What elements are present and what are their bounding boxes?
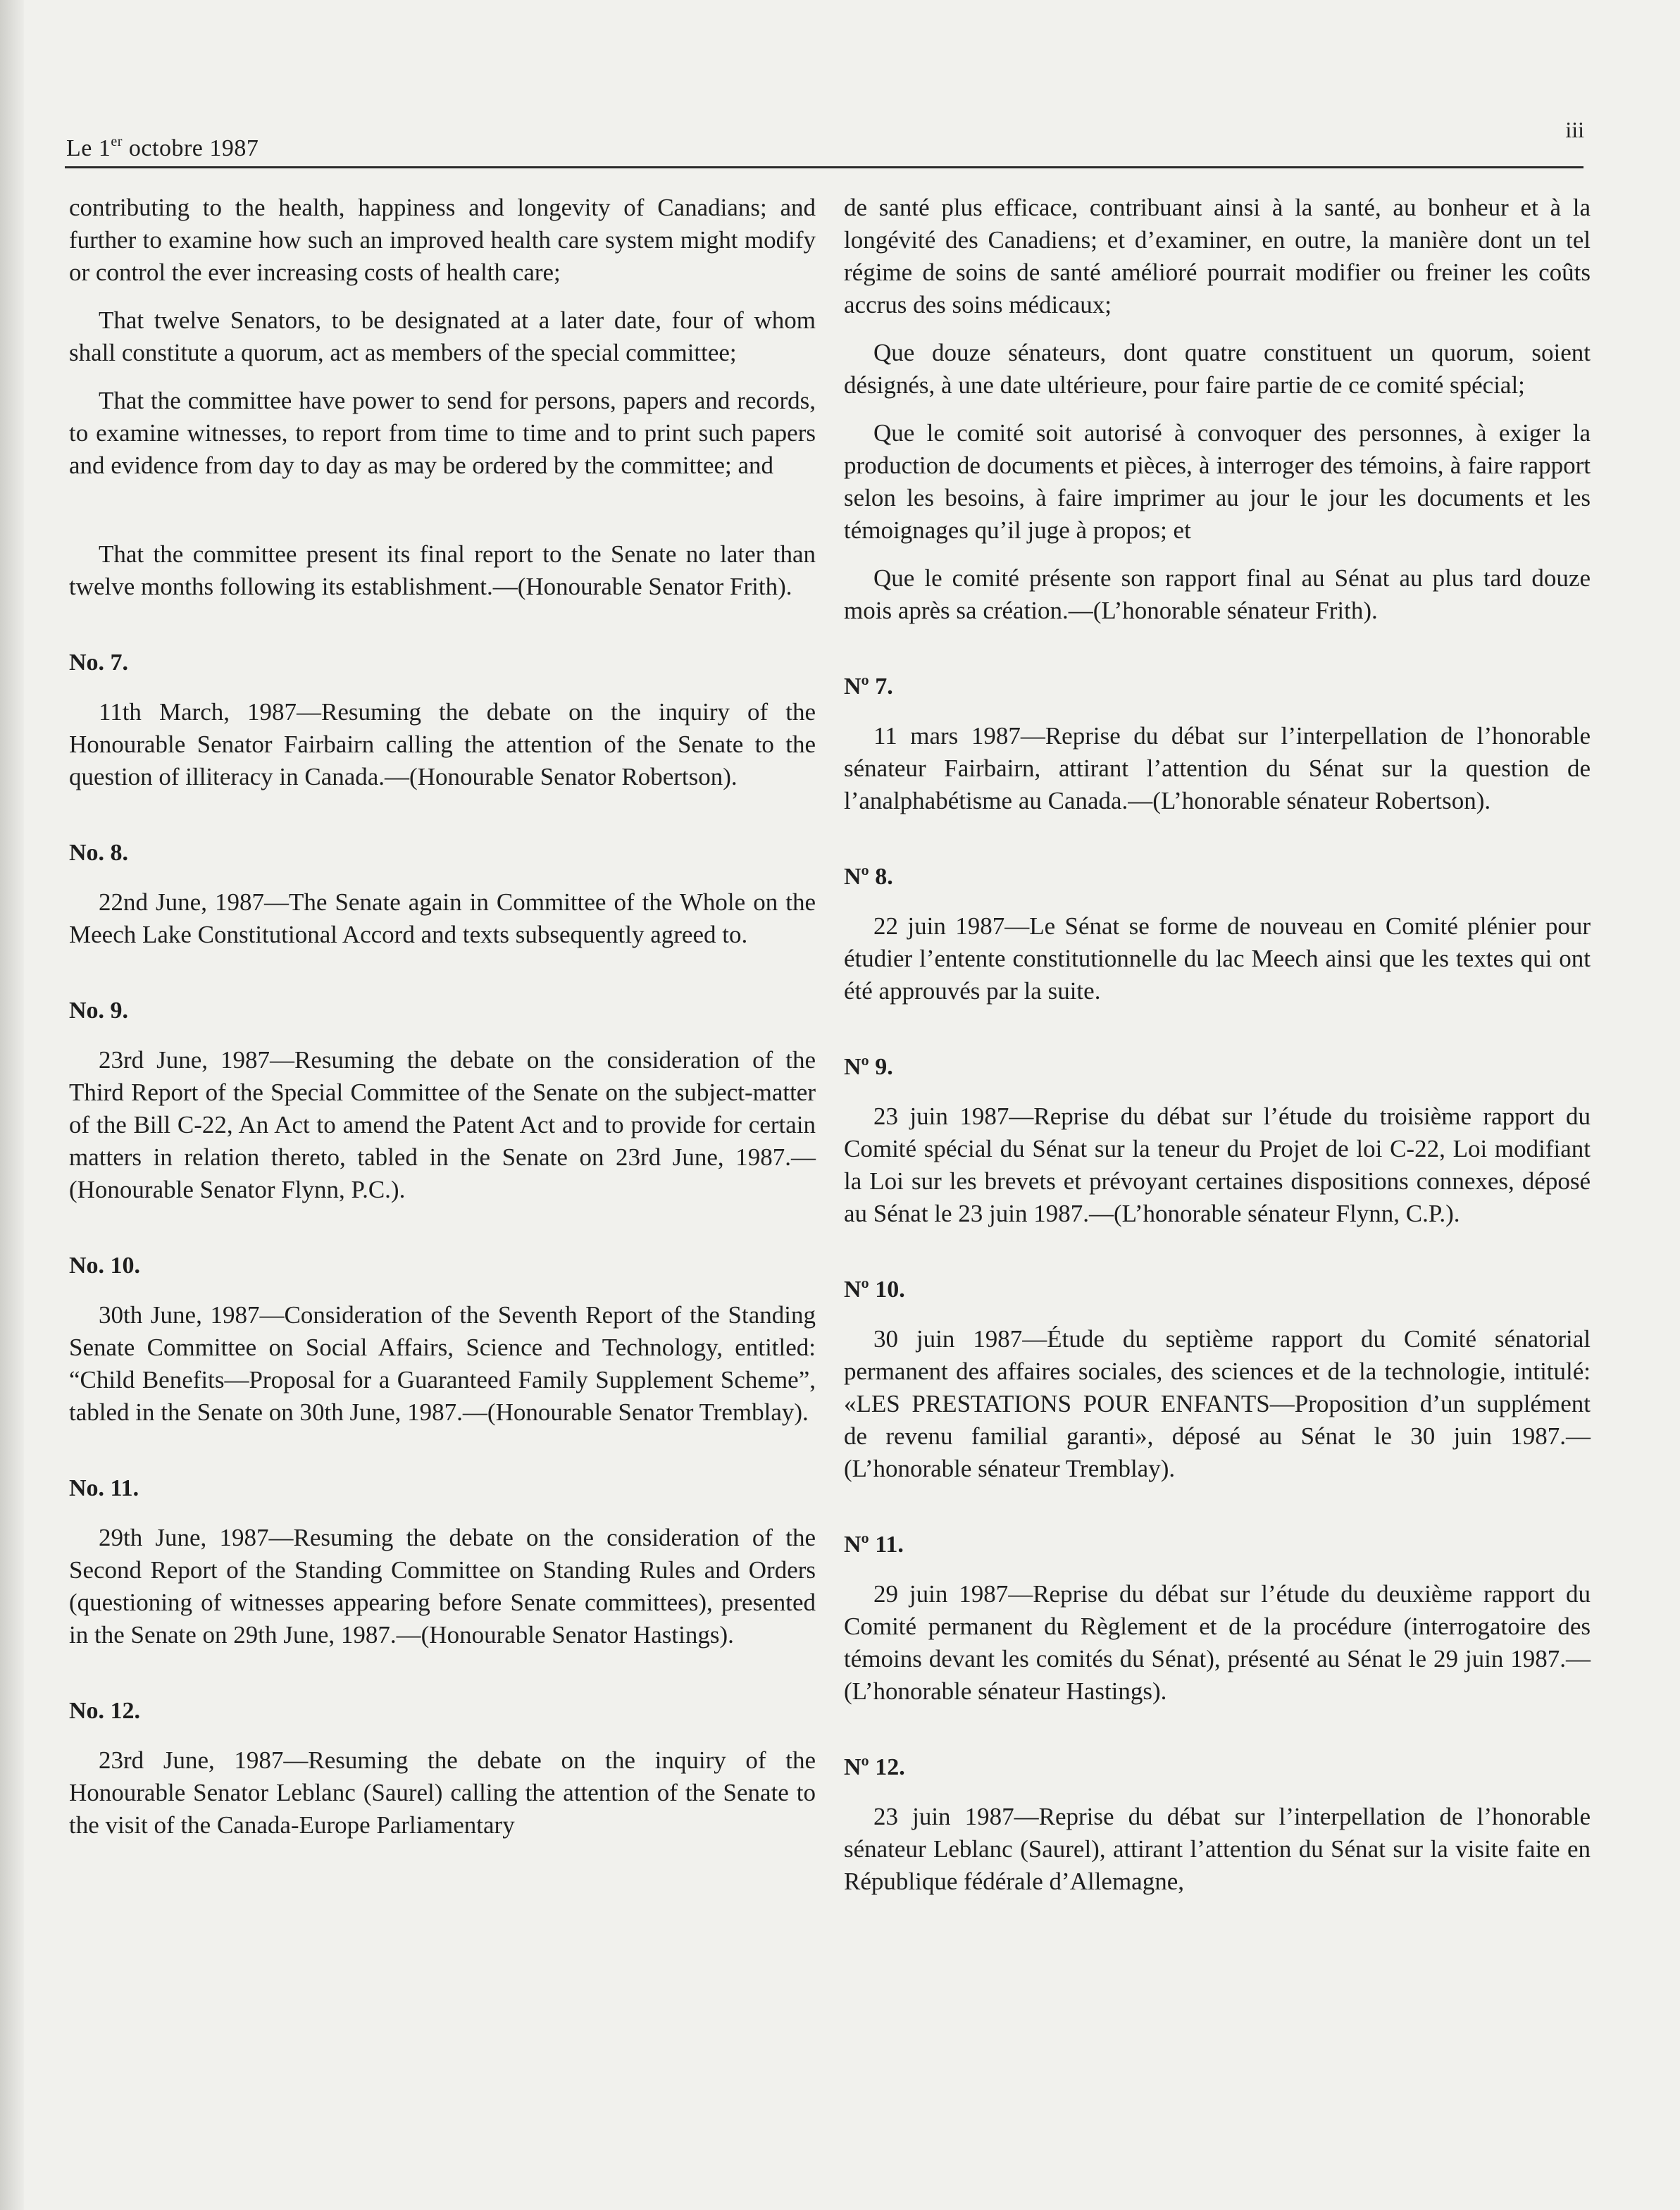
en-item-text: 23rd June, 1987—Resuming the debate on the inquiry of the Honourable Senator Leblanc (Saurel) calling the attention of the Senate to the visit of the Canada-Europe Parliamentary bbox=[69, 1746, 816, 1839]
fr-item-heading: Nº 10. bbox=[844, 1277, 905, 1303]
fr-item-8 bbox=[844, 861, 1591, 1007]
fr-item-text: 22 juin 1987—Le Sénat se forme de nouveau en Comité plénier pour étudier l’entente constitutionnelle du lac Meech ainsi que les textes qui ont été approuvés par la suite. bbox=[844, 912, 1591, 1005]
en-intro-paragraph-1: contributing to the health, happiness and longevity of Canadians; and further to examine how such an improved health care system might modify or control the ever increasing costs of health care; bbox=[69, 194, 816, 286]
page-date-header bbox=[66, 134, 259, 162]
fr-item-text: 30 juin 1987—Étude du septième rapport du Comité sénatorial permanent des affaires sociales, des sciences et de la technologie, intitulé: «LES PRESTATIONS POUR ENFANTS—Proposition d’un supplément de revenu familial garanti», déposé au Sénat le 30 juin 1987.—(L’honorable sénateur Tremblay). bbox=[844, 1325, 1591, 1482]
fr-item-text: 23 juin 1987—Reprise du débat sur l’étude du troisième rapport du Comité spécial du Sénat sur la teneur du Projet de loi C-22, Loi modifiant la Loi sur les brevets et prévoyant certaines dispositions connexes, déposé au Sénat le 23 juin 1987.—(L’honorable sénateur Flynn, C.P.). bbox=[844, 1103, 1591, 1227]
fr-intro-paragraph-1: de santé plus efficace, contribuant ainsi à la santé, au bonheur et à la longévité des Canadiens; et d’examiner, en outre, la manière dont un tel régime de soins de santé amélioré pourrait modifier ou freiner les coûts accrus des soins médicaux; bbox=[844, 194, 1591, 318]
en-item-heading: No. 7. bbox=[69, 650, 129, 676]
en-item-heading: No. 9. bbox=[69, 998, 129, 1024]
en-item-7 bbox=[69, 647, 816, 793]
fr-item-9 bbox=[844, 1051, 1591, 1230]
page-number: iii bbox=[1565, 117, 1584, 142]
en-intro-paragraph-2: That twelve Senators, to be designated at a later date, four of whom shall constitute a quorum, act as members of the special committee; bbox=[69, 306, 816, 366]
fr-item-heading: Nº 8. bbox=[844, 864, 893, 890]
en-item-11 bbox=[69, 1472, 816, 1651]
fr-item-text: 23 juin 1987—Reprise du débat sur l’interpellation de l’honorable sénateur Leblanc (Saurel), attirant l’attention du Sénat sur la visite faite en République fédérale d’Allemagne, bbox=[844, 1803, 1591, 1895]
en-intro-paragraph-3: That the committee have power to send for persons, papers and records, to examine witnesses, to report from time to time and to print such papers and evidence from day to day as may be ordered by the committee; and bbox=[69, 387, 816, 479]
date-suffix: octobre 1987 bbox=[122, 135, 259, 161]
en-item-text: 29th June, 1987—Resuming the debate on the consideration of the Second Report of the Standing Committee on Standing Rules and Orders (questioning of witnesses appearing before Senate committees), presented in the Senate on 29th June, 1987.—(Honourable Senator Hastings). bbox=[69, 1524, 816, 1649]
en-intro-paragraph-4: That the committee present its final report to the Senate no later than twelve months following its establishment.—(Honourable Senator Frith). bbox=[69, 540, 816, 600]
en-item-text: 23rd June, 1987—Resuming the debate on the consideration of the Third Report of the Special Committee of the Senate on the subject-matter of the Bill C-22, An Act to amend the Patent Act and to provide for certain matters in relation thereto, tabled in the Senate on 23rd June, 1987.—(Honourable Senator Flynn, P.C.). bbox=[69, 1046, 816, 1203]
fr-item-heading: Nº 11. bbox=[844, 1532, 904, 1558]
fr-intro-paragraph-2: Que douze sénateurs, dont quatre constituent un quorum, soient désignés, à une date ultérieure, pour faire partie de ce comité spécial; bbox=[844, 339, 1591, 399]
en-item-heading: No. 10. bbox=[69, 1253, 141, 1279]
fr-item-11 bbox=[844, 1529, 1591, 1708]
header-rule bbox=[65, 166, 1583, 168]
french-column bbox=[844, 192, 1591, 1898]
fr-item-10 bbox=[844, 1274, 1591, 1485]
en-item-text: 22nd June, 1987—The Senate again in Committee of the Whole on the Meech Lake Constitutional Accord and texts subsequently agreed to. bbox=[69, 888, 816, 948]
fr-item-12 bbox=[844, 1751, 1591, 1898]
fr-item-text: 11 mars 1987—Reprise du débat sur l’interpellation de l’honorable sénateur Fairbairn, attirant l’attention du Sénat sur la question de l’analphabétisme au Canada.—(L’honorable sénateur Robertson). bbox=[844, 722, 1591, 814]
en-item-12 bbox=[69, 1695, 816, 1842]
en-item-heading: No. 12. bbox=[69, 1698, 141, 1724]
en-item-10 bbox=[69, 1250, 816, 1429]
en-item-9 bbox=[69, 995, 816, 1206]
date-prefix: Le 1 bbox=[66, 135, 111, 161]
fr-item-text: 29 juin 1987—Reprise du débat sur l’étude du deuxième rapport du Comité permanent du Règlement et de la procédure (interrogatoire des témoins devant les comités du Sénat), présenté au Sénat le 29 juin 1987.—(L’honorable sénateur Hastings). bbox=[844, 1580, 1591, 1705]
fr-item-heading: Nº 7. bbox=[844, 673, 893, 700]
en-item-text: 11th March, 1987—Resuming the debate on the inquiry of the Honourable Senator Fairbairn calling the attention of the Senate to the question of illiteracy in Canada.—(Honourable Senator Robertson). bbox=[69, 698, 816, 790]
fr-item-heading: Nº 9. bbox=[844, 1054, 893, 1080]
en-item-8 bbox=[69, 837, 816, 951]
date-superscript: er bbox=[111, 134, 123, 149]
en-item-heading: No. 8. bbox=[69, 840, 129, 866]
english-column bbox=[69, 192, 816, 1842]
fr-intro-paragraph-3: Que le comité soit autorisé à convoquer des personnes, à exiger la production de documents et pièces, à interroger des témoins, à faire rapport selon les besoins, à faire imprimer au jour le jour les documents et les témoignages qu’il juge à propos; et bbox=[844, 419, 1591, 544]
scan-edge-shadow bbox=[0, 0, 24, 2210]
fr-item-heading: Nº 12. bbox=[844, 1754, 905, 1780]
en-item-text: 30th June, 1987—Consideration of the Seventh Report of the Standing Senate Committee on Social Affairs, Science and Technology, entitled: “Child Benefits—Proposal for a Guaranteed Family Supplement Scheme”, tabled in the Senate on 30th June, 1987.—(Honourable Senator Tremblay). bbox=[69, 1301, 816, 1426]
fr-item-7 bbox=[844, 671, 1591, 817]
en-item-heading: No. 11. bbox=[69, 1475, 139, 1501]
fr-intro-paragraph-4: Que le comité présente son rapport final au Sénat au plus tard douze mois après sa création.—(L’honorable sénateur Frith). bbox=[844, 564, 1591, 624]
